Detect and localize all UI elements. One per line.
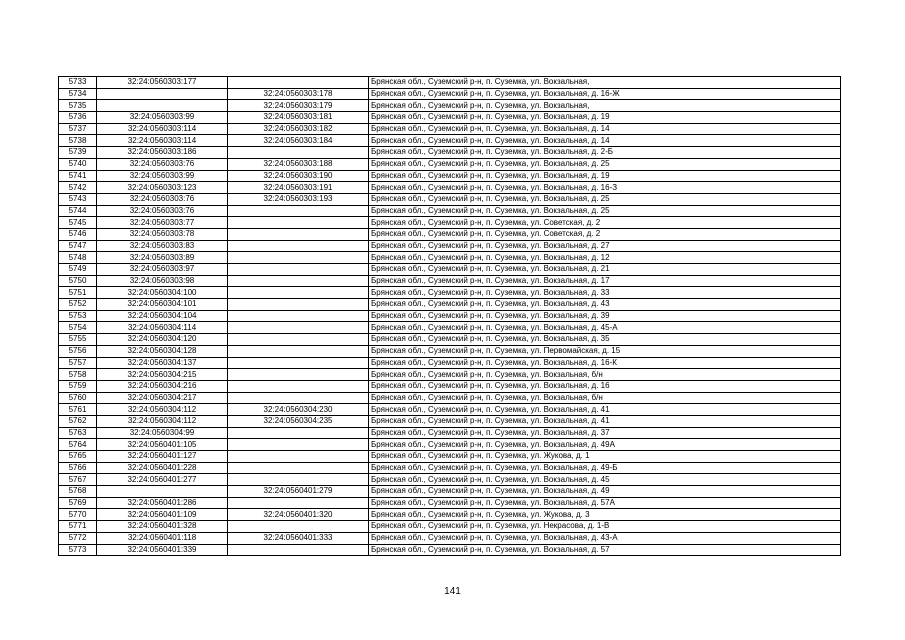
linked-cadastral-number-cell [228,427,369,439]
cadastral-number-cell: 32:24:0560303:114 [97,123,228,135]
table-row [59,509,841,521]
address-cell: Брянская обл., Суземский р-н, п. Суземка, ул. Вокзальная, д. 16 [369,380,841,392]
row-number-cell: 5754 [59,322,97,334]
address-cell: Брянская обл., Суземский р-н, п. Суземка, ул. Вокзальная, д. 16-Ж [369,88,841,100]
table-row [59,182,841,194]
cadastral-number-cell: 32:24:0560303:89 [97,252,228,264]
cadastral-number-cell: 32:24:0560303:114 [97,135,228,147]
linked-cadastral-number-cell [228,147,369,159]
cadastral-table [58,76,841,556]
row-number-cell: 5743 [59,193,97,205]
address-cell: Брянская обл., Суземский р-н, п. Суземка, ул. Вокзальная, д. 39 [369,310,841,322]
row-number-cell: 5752 [59,299,97,311]
address-cell: Брянская обл., Суземский р-н, п. Суземка, ул. Вокзальная, д. 14 [369,135,841,147]
table-row [59,439,841,451]
linked-cadastral-number-cell: 32:24:0560303:184 [228,135,369,147]
cadastral-number-cell: 32:24:0560304:217 [97,392,228,404]
table-row [59,88,841,100]
cadastral-number-cell: 32:24:0560303:77 [97,217,228,229]
cadastral-number-cell [97,88,228,100]
table-row [59,357,841,369]
linked-cadastral-number-cell [228,287,369,299]
address-cell: Брянская обл., Суземский р-н, п. Суземка, ул. Вокзальная, д. 35 [369,334,841,346]
address-cell: Брянская обл., Суземский р-н, п. Суземка, ул. Вокзальная, д. 33 [369,287,841,299]
address-cell: Брянская обл., Суземский р-н, п. Суземка, ул. Жукова, д. 1 [369,451,841,463]
linked-cadastral-number-cell [228,462,369,474]
row-number-cell: 5760 [59,392,97,404]
address-cell: Брянская обл., Суземский р-н, п. Суземка, ул. Советская, д. 2 [369,228,841,240]
row-number-cell: 5744 [59,205,97,217]
table-row [59,240,841,252]
row-number-cell: 5773 [59,544,97,556]
row-number-cell: 5761 [59,404,97,416]
address-cell: Брянская обл., Суземский р-н, п. Суземка, ул. Некрасова, д. 1-В [369,521,841,533]
cadastral-number-cell: 32:24:0560401:118 [97,532,228,544]
table-row [59,392,841,404]
cadastral-number-cell: 32:24:0560303:76 [97,205,228,217]
address-cell: Брянская обл., Суземский р-н, п. Суземка, ул. Вокзальная, д. 37 [369,427,841,439]
cadastral-number-cell: 32:24:0560304:120 [97,334,228,346]
row-number-cell: 5755 [59,334,97,346]
row-number-cell: 5742 [59,182,97,194]
address-cell: Брянская обл., Суземский р-н, п. Суземка, ул. Вокзальная, д. 17 [369,275,841,287]
cadastral-number-cell: 32:24:0560303:76 [97,193,228,205]
linked-cadastral-number-cell [228,205,369,217]
linked-cadastral-number-cell [228,275,369,287]
table-row [59,380,841,392]
address-cell: Брянская обл., Суземский р-н, п. Суземка, ул. Вокзальная, д. 25 [369,158,841,170]
row-number-cell: 5771 [59,521,97,533]
row-number-cell: 5766 [59,462,97,474]
address-cell: Брянская обл., Суземский р-н, п. Суземка, ул. Советская, д. 2 [369,217,841,229]
row-number-cell: 5769 [59,497,97,509]
address-cell: Брянская обл., Суземский р-н, п. Суземка, ул. Вокзальная, д. 49А [369,439,841,451]
cadastral-number-cell: 32:24:0560304:99 [97,427,228,439]
linked-cadastral-number-cell [228,380,369,392]
table-row [59,112,841,124]
table-row [59,170,841,182]
table-row [59,77,841,89]
table-row [59,345,841,357]
linked-cadastral-number-cell [228,334,369,346]
cadastral-number-cell: 32:24:0560304:101 [97,299,228,311]
address-cell: Брянская обл., Суземский р-н, п. Суземка, ул. Вокзальная, д. 25 [369,193,841,205]
address-cell: Брянская обл., Суземский р-н, п. Суземка, ул. Вокзальная, д. 49-Б [369,462,841,474]
cadastral-number-cell: 32:24:0560303:123 [97,182,228,194]
linked-cadastral-number-cell [228,369,369,381]
row-number-cell: 5753 [59,310,97,322]
cadastral-number-cell: 32:24:0560304:114 [97,322,228,334]
table-row [59,334,841,346]
address-cell: Брянская обл., Суземский р-н, п. Суземка, ул. Вокзальная, д. 45 [369,474,841,486]
table-row [59,462,841,474]
linked-cadastral-number-cell [228,299,369,311]
cadastral-number-cell: 32:24:0560303:177 [97,77,228,89]
table-row [59,100,841,112]
table-row [59,521,841,533]
linked-cadastral-number-cell [228,497,369,509]
address-cell: Брянская обл., Суземский р-н, п. Суземка, ул. Вокзальная, д. 43 [369,299,841,311]
cadastral-number-cell: 32:24:0560303:76 [97,158,228,170]
row-number-cell: 5767 [59,474,97,486]
linked-cadastral-number-cell [228,240,369,252]
cadastral-number-cell: 32:24:0560401:339 [97,544,228,556]
cadastral-number-cell: 32:24:0560303:78 [97,228,228,240]
row-number-cell: 5736 [59,112,97,124]
table-row [59,158,841,170]
table-row [59,123,841,135]
linked-cadastral-number-cell: 32:24:0560401:279 [228,486,369,498]
linked-cadastral-number-cell [228,322,369,334]
table-row [59,369,841,381]
linked-cadastral-number-cell [228,439,369,451]
address-cell: Брянская обл., Суземский р-н, п. Суземка, ул. Вокзальная, д. 19 [369,170,841,182]
row-number-cell: 5741 [59,170,97,182]
linked-cadastral-number-cell: 32:24:0560401:320 [228,509,369,521]
linked-cadastral-number-cell [228,264,369,276]
linked-cadastral-number-cell [228,310,369,322]
cadastral-number-cell: 32:24:0560304:137 [97,357,228,369]
address-cell: Брянская обл., Суземский р-н, п. Суземка, ул. Вокзальная, д. 21 [369,264,841,276]
page-number: 141 [444,586,461,597]
row-number-cell: 5750 [59,275,97,287]
address-cell: Брянская обл., Суземский р-н, п. Суземка, ул. Вокзальная, д. 41 [369,404,841,416]
cadastral-number-cell: 32:24:0560303:97 [97,264,228,276]
table-row [59,147,841,159]
linked-cadastral-number-cell [228,451,369,463]
cadastral-number-cell [97,486,228,498]
cadastral-number-cell: 32:24:0560401:228 [97,462,228,474]
cadastral-number-cell: 32:24:0560303:83 [97,240,228,252]
linked-cadastral-number-cell [228,357,369,369]
table-row [59,322,841,334]
linked-cadastral-number-cell: 32:24:0560303:190 [228,170,369,182]
row-number-cell: 5751 [59,287,97,299]
linked-cadastral-number-cell [228,345,369,357]
address-cell: Брянская обл., Суземский р-н, п. Суземка, ул. Вокзальная, д. 14 [369,123,841,135]
cadastral-number-cell: 32:24:0560401:127 [97,451,228,463]
table-row [59,497,841,509]
cadastral-number-cell: 32:24:0560401:286 [97,497,228,509]
address-cell: Брянская обл., Суземский р-н, п. Суземка, ул. Вокзальная, д. 43-А [369,532,841,544]
address-cell: Брянская обл., Суземский р-н, п. Суземка, ул. Вокзальная, д. 19 [369,112,841,124]
address-cell: Брянская обл., Суземский р-н, п. Суземка, ул. Вокзальная, д. 41 [369,415,841,427]
address-cell: Брянская обл., Суземский р-н, п. Суземка, ул. Вокзальная, д. 2-Б [369,147,841,159]
linked-cadastral-number-cell: 32:24:0560303:188 [228,158,369,170]
cadastral-number-cell: 32:24:0560303:98 [97,275,228,287]
linked-cadastral-number-cell [228,392,369,404]
table-row [59,252,841,264]
cadastral-number-cell: 32:24:0560303:186 [97,147,228,159]
cadastral-number-cell: 32:24:0560304:112 [97,415,228,427]
linked-cadastral-number-cell: 32:24:0560303:191 [228,182,369,194]
linked-cadastral-number-cell [228,474,369,486]
address-cell: Брянская обл., Суземский р-н, п. Суземка, ул. Вокзальная, д. 57А [369,497,841,509]
row-number-cell: 5759 [59,380,97,392]
table-row [59,404,841,416]
row-number-cell: 5768 [59,486,97,498]
row-number-cell: 5758 [59,369,97,381]
row-number-cell: 5735 [59,100,97,112]
table-row [59,544,841,556]
row-number-cell: 5770 [59,509,97,521]
table-row [59,217,841,229]
linked-cadastral-number-cell: 32:24:0560304:235 [228,415,369,427]
cadastral-number-cell: 32:24:0560304:100 [97,287,228,299]
address-cell: Брянская обл., Суземский р-н, п. Суземка, ул. Вокзальная, д. 16-З [369,182,841,194]
row-number-cell: 5756 [59,345,97,357]
linked-cadastral-number-cell [228,521,369,533]
address-cell: Брянская обл., Суземский р-н, п. Суземка, ул. Вокзальная, [369,100,841,112]
linked-cadastral-number-cell [228,544,369,556]
table-row [59,532,841,544]
row-number-cell: 5747 [59,240,97,252]
row-number-cell: 5733 [59,77,97,89]
row-number-cell: 5737 [59,123,97,135]
address-cell: Брянская обл., Суземский р-н, п. Суземка, ул. Вокзальная, д. 16-К [369,357,841,369]
table-row [59,427,841,439]
cadastral-number-cell: 32:24:0560304:104 [97,310,228,322]
table-row [59,474,841,486]
address-cell: Брянская обл., Суземский р-н, п. Суземка, ул. Вокзальная, д. 57 [369,544,841,556]
row-number-cell: 5740 [59,158,97,170]
table-row [59,135,841,147]
row-number-cell: 5746 [59,228,97,240]
address-cell: Брянская обл., Суземский р-н, п. Суземка, ул. Жукова, д. 3 [369,509,841,521]
row-number-cell: 5734 [59,88,97,100]
table-row [59,193,841,205]
address-cell: Брянская обл., Суземский р-н, п. Суземка, ул. Первомайская, д. 15 [369,345,841,357]
table-row [59,287,841,299]
cadastral-number-cell: 32:24:0560304:128 [97,345,228,357]
cadastral-number-cell [97,100,228,112]
cadastral-number-cell: 32:24:0560304:215 [97,369,228,381]
row-number-cell: 5739 [59,147,97,159]
table-row [59,415,841,427]
table-row [59,205,841,217]
row-number-cell: 5765 [59,451,97,463]
address-cell: Брянская обл., Суземский р-н, п. Суземка, ул. Вокзальная, б/н [369,369,841,381]
linked-cadastral-number-cell: 32:24:0560303:181 [228,112,369,124]
cadastral-number-cell: 32:24:0560304:216 [97,380,228,392]
row-number-cell: 5762 [59,415,97,427]
address-cell: Брянская обл., Суземский р-н, п. Суземка, ул. Вокзальная, д. 12 [369,252,841,264]
linked-cadastral-number-cell [228,228,369,240]
address-cell: Брянская обл., Суземский р-н, п. Суземка, ул. Вокзальная, [369,77,841,89]
linked-cadastral-number-cell: 32:24:0560303:182 [228,123,369,135]
row-number-cell: 5748 [59,252,97,264]
table-row [59,275,841,287]
address-cell: Брянская обл., Суземский р-н, п. Суземка, ул. Вокзальная, д. 25 [369,205,841,217]
table-row [59,299,841,311]
linked-cadastral-number-cell [228,252,369,264]
cadastral-number-cell: 32:24:0560303:99 [97,112,228,124]
table-row [59,264,841,276]
table-row [59,228,841,240]
cadastral-number-cell: 32:24:0560401:277 [97,474,228,486]
cadastral-number-cell: 32:24:0560304:112 [97,404,228,416]
row-number-cell: 5763 [59,427,97,439]
address-cell: Брянская обл., Суземский р-н, п. Суземка, ул. Вокзальная, д. 45-А [369,322,841,334]
address-cell: Брянская обл., Суземский р-н, п. Суземка, ул. Вокзальная, б/н [369,392,841,404]
table-row [59,451,841,463]
row-number-cell: 5757 [59,357,97,369]
linked-cadastral-number-cell: 32:24:0560303:178 [228,88,369,100]
cadastral-number-cell: 32:24:0560401:328 [97,521,228,533]
cadastral-number-cell: 32:24:0560303:99 [97,170,228,182]
row-number-cell: 5738 [59,135,97,147]
linked-cadastral-number-cell: 32:24:0560401:333 [228,532,369,544]
cadastral-number-cell: 32:24:0560401:105 [97,439,228,451]
cadastral-number-cell: 32:24:0560401:109 [97,509,228,521]
row-number-cell: 5749 [59,264,97,276]
linked-cadastral-number-cell [228,217,369,229]
row-number-cell: 5745 [59,217,97,229]
table-row [59,486,841,498]
linked-cadastral-number-cell: 32:24:0560303:179 [228,100,369,112]
address-cell: Брянская обл., Суземский р-н, п. Суземка, ул. Вокзальная, д. 27 [369,240,841,252]
linked-cadastral-number-cell: 32:24:0560304:230 [228,404,369,416]
address-cell: Брянская обл., Суземский р-н, п. Суземка, ул. Вокзальная, д. 49 [369,486,841,498]
row-number-cell: 5772 [59,532,97,544]
table-body [59,77,841,556]
table-row [59,310,841,322]
linked-cadastral-number-cell: 32:24:0560303:193 [228,193,369,205]
row-number-cell: 5764 [59,439,97,451]
linked-cadastral-number-cell [228,77,369,89]
